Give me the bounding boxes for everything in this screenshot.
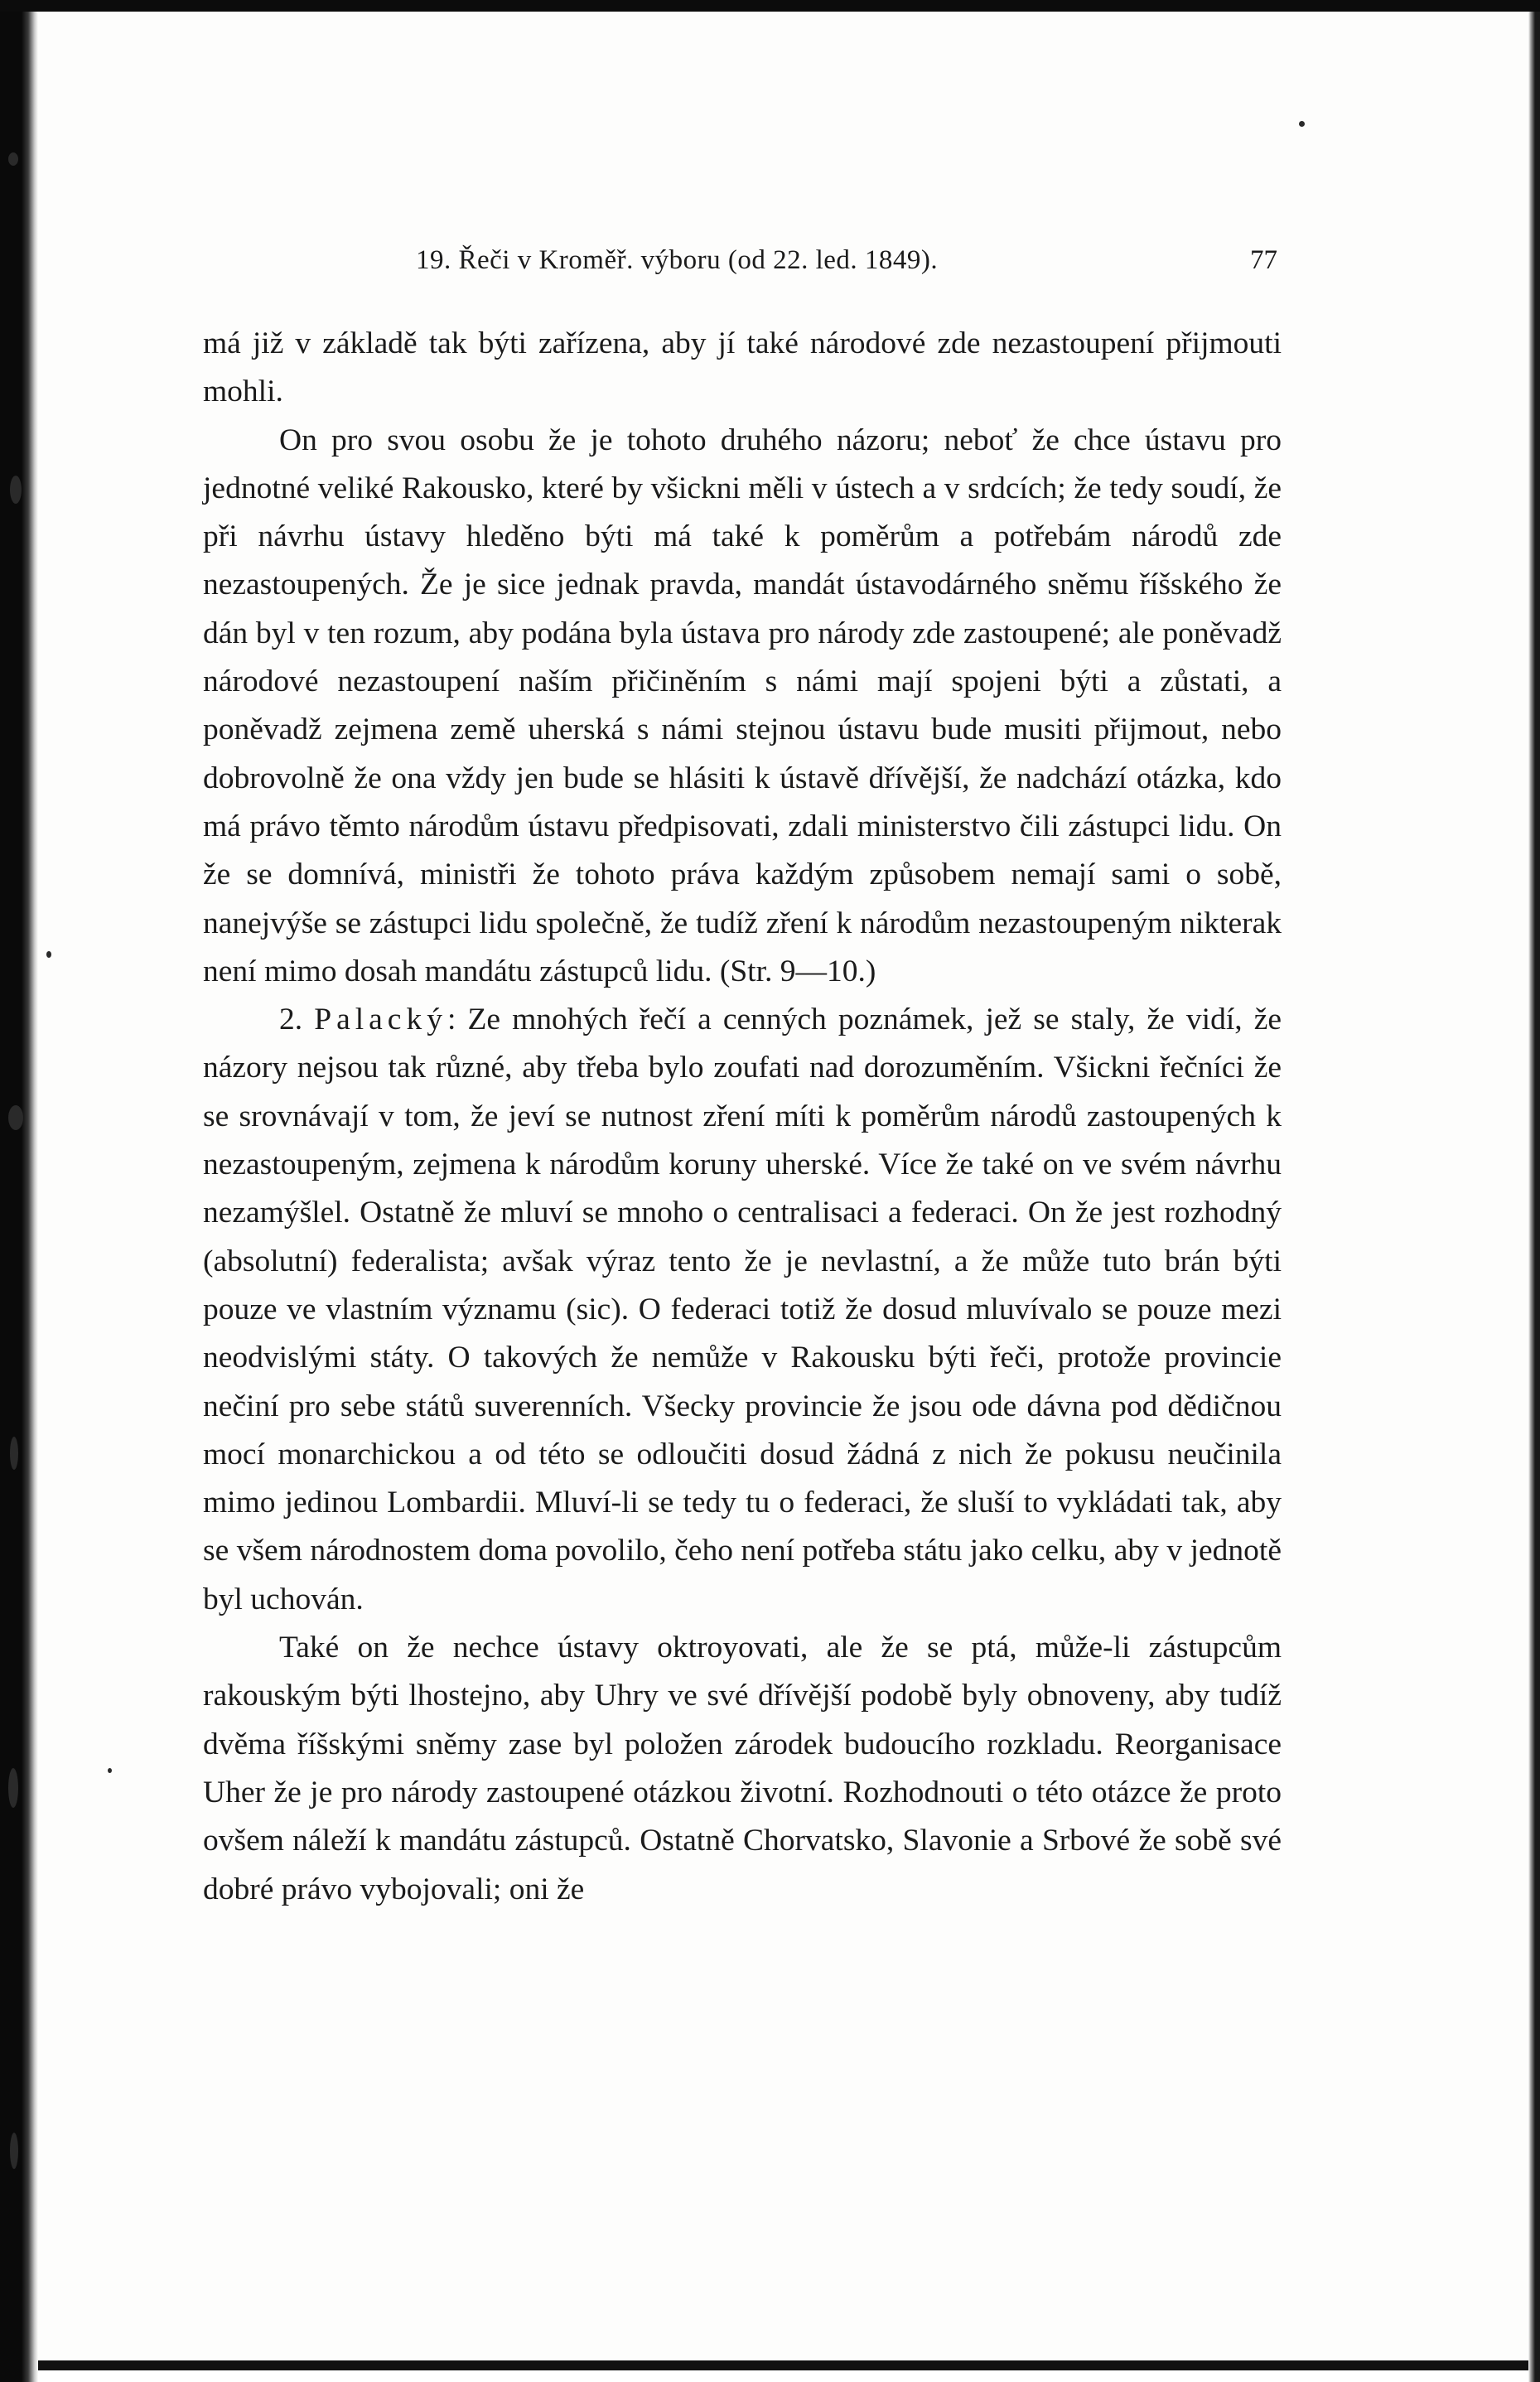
paragraph-continuation: má již v základě tak býti zařízena, aby jí také národové zde nezastoupení přijmouti mohli. (203, 326, 1282, 409)
scan-speck (10, 2133, 18, 2169)
paragraph-number: 2. (279, 1003, 303, 1037)
speaker-name: Palacký (314, 1003, 447, 1037)
scan-speck (1299, 121, 1305, 127)
running-title: 19. Řeči v Kroměř. výboru (od 22. led. 1849). (416, 245, 939, 275)
paragraph-text: : Ze mnohých řečí a cenných poznámek, jež se staly, že vidí, že názory nejsou tak různé, aby třeba bylo zoufati nad dorozuměním. Všickni řečníci že se srovnávají v tom, že jeví se nutnost zření míti k poměrům národů zastoupených k nezastoupeným, zejmena k národům koruny uherské. Více že také on ve svém návrhu nezamýšlel. Ostatně že mluví se mnoho o centralisaci a federaci. On že jest rozhodný (absolutní) federalista; avšak výraz tento že je nevlastní, a že může tuto brán býti pouze ve vlastním významu (sic). O federaci totiž že dosud mluvívalo se pouze mezi neodvislými státy. O takových že nemůže v Rakousku býti řeči, protože provincie nečiní pro sebe států suverenních. Všecky provincie že jsou ode dávna pod dědičnou mocí monarchickou a od této se odloučiti dosud žádná z nich že pokusu neučinila mimo jedinou Lombardii. Mluví-li se tedy tu o federaci, že sluší to vykládati tak, aby se všem národnostem doma povolilo, čeho není potřeba státu jako celku, aby v jednotě byl uchován. (203, 1003, 1282, 1616)
scan-speck (46, 951, 51, 958)
paragraph-palacky (203, 996, 1282, 1624)
scan-speck (10, 1437, 18, 1470)
right-edge-shadow (1528, 12, 1540, 2382)
page-header (416, 245, 1277, 287)
scan-speck (8, 152, 18, 166)
body-text (203, 320, 1282, 1914)
page-number: 77 (1250, 245, 1277, 275)
paragraph: On pro svou osobu že je tohoto druhého názoru; neboť že chce ústavu pro jednotné veliké Rakousko, které by všickni měli v ústech a v srdcích; že tedy soudí, že při návrhu ústavy hleděno býti má také k poměrům a potřebám národů zde nezastoupených. Že je sice jednak pravda, mandát ústavodárného sněmu říšského že dán byl v ten rozum, aby podána byla ústava pro národy zde zastoupené; ale poněvadž národové nezastoupení naším přičiněním s námi mají spojeni býti a zůstati, a poněvadž zejmena země uherská s námi stejnou ústavu bude musiti přijmout, nebo dobrovolně že ona vždy jen bude se hlásiti k ústavě dřívější, že nadchází otázka, kdo má právo těmto národům ústavu předpisovati, zdali ministerstvo čili zástupci lidu. On že se domnívá, ministři že tohoto práva každým způsobem nemají sami o sobě, nanejvýše se zástupci lidu společně, že tudíž zření k národům nezastoupeným nikterak není mimo dosah mandátu zástupců lidu. (Str. 9—10.) (203, 423, 1282, 988)
scan-speck (8, 1105, 23, 1130)
scan-speck (10, 476, 22, 504)
paragraph: Také on že nechce ústavy oktroyovati, ale že se ptá, může-li zástupcům rakouským býti lhostejno, aby Uhry ve své dřívější podobě byly obnoveny, aby tudíž dvěma říšskými sněmy zase byl položen zárodek budoucího rozkladu. Reorganisace Uher že je pro národy zastoupené otázkou životní. Rozhodnouti o této otázce že proto ovšem náleží k mandátu zástupců. Ostatně Chorvatsko, Slavonie a Srbové že sobě své dobré právo vybojovali; oni že (203, 1631, 1282, 1906)
binding-edge-shadow (0, 12, 38, 2382)
scan-speck (108, 1768, 112, 1773)
scan-speck (8, 1768, 18, 1808)
